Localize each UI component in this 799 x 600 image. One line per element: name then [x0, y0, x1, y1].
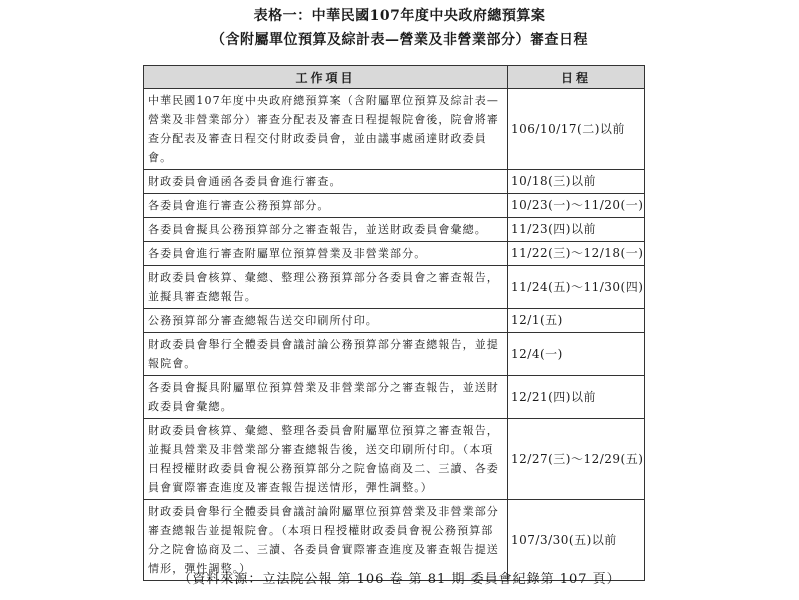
task-cell: 財政委員會核算、彙總、整理公務預算部分各委員會之審查報告，並擬具審查總報告。: [144, 266, 508, 309]
date-cell: 12/1(五): [508, 309, 645, 333]
table-row: [144, 194, 645, 218]
task-cell: 各委員會進行審查附屬單位預算營業及非營業部分。: [144, 242, 508, 266]
table-row: [144, 170, 645, 194]
table-title: 表格一：中華民國107年度中央政府總預算案: [253, 8, 546, 24]
date-cell: 11/22(三)～12/18(一): [508, 242, 645, 266]
date-cell: 106/10/17(二)以前: [508, 89, 645, 170]
table-row: [144, 333, 645, 376]
source-note: （資料來源：立法院公報 第 106 卷 第 81 期 委員會紀錄第 107 頁）: [178, 572, 621, 587]
date-cell: 107/3/30(五)以前: [508, 500, 645, 581]
date-cell: 12/21(四)以前: [508, 376, 645, 419]
date-cell: 10/23(一)～11/20(一): [508, 194, 645, 218]
date-cell: 12/4(一): [508, 333, 645, 376]
task-cell: 各委員會擬具公務預算部分之審查報告，並送財政委員會彙總。: [144, 218, 508, 242]
date-cell: 12/27(三)～12/29(五): [508, 419, 645, 500]
task-cell: 財政委員會核算、彙總、整理各委員會附屬單位預算之審查報告，並擬具營業及非營業部分審查總報告後，送交印刷所付印。（本項日程授權財政委員會視公務預算部分之院會協商及二、三讀、各委員會實際審查進度及審查報告提送情形，彈性調整。）: [144, 419, 508, 500]
task-cell: 公務預算部分審查總報告送交印刷所付印。: [144, 309, 508, 333]
task-cell: 各委員會進行審查公務預算部分。: [144, 194, 508, 218]
table-subtitle: （含附屬單位預算及綜計表—營業及非營業部分）審查日程: [211, 32, 588, 48]
task-cell: 中華民國107年度中央政府總預算案（含附屬單位預算及綜計表—營業及非營業部分）審查分配表及審查日程提報院會後，院會將審查分配表及審查日程交付財政委員會，並由議事處函達財政委員會。: [144, 89, 508, 170]
header-task: 工作項目: [144, 66, 508, 89]
table-row: [144, 242, 645, 266]
task-cell: 財政委員會通函各委員會進行審查。: [144, 170, 508, 194]
schedule-table: [143, 65, 645, 581]
date-cell: 11/24(五)～11/30(四): [508, 266, 645, 309]
header-row: [144, 66, 645, 89]
date-cell: 10/18(三)以前: [508, 170, 645, 194]
table-row: [144, 419, 645, 500]
table-row: [144, 266, 645, 309]
table-row: [144, 218, 645, 242]
header-date: 日程: [508, 66, 645, 89]
table-row: [144, 89, 645, 170]
table-row: [144, 376, 645, 419]
task-cell: 財政委員會舉行全體委員會議討論公務預算部分審查總報告，並提報院會。: [144, 333, 508, 376]
date-cell: 11/23(四)以前: [508, 218, 645, 242]
task-cell: 財政委員會舉行全體委員會議討論附屬單位預算營業及非營業部分審查總報告並提報院會。（本項日程授權財政委員會視公務預算部分之院會協商及二、三讀、各委員會實際審查進度及審查報告提送情形，彈性調整。）: [144, 500, 508, 581]
task-cell: 各委員會擬具附屬單位預算營業及非營業部分之審查報告，並送財政委員會彙總。: [144, 376, 508, 419]
table-row: [144, 309, 645, 333]
